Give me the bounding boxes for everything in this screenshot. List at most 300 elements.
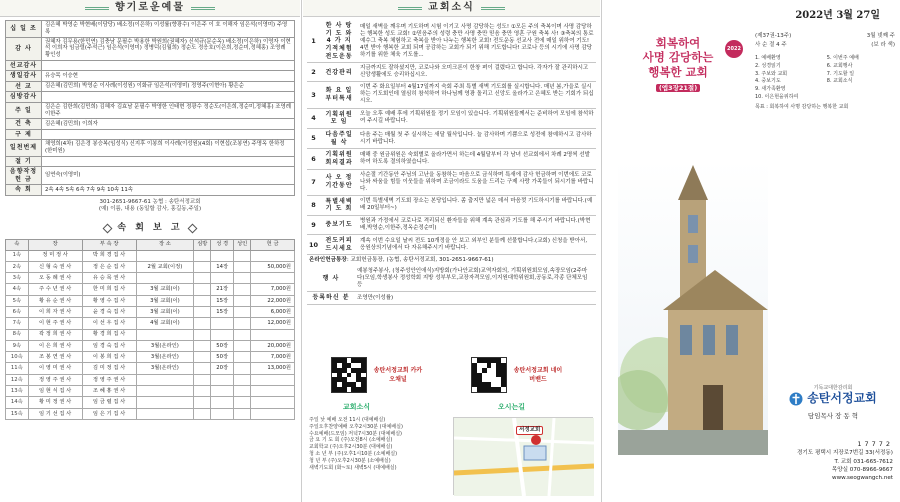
news-category: 사 오 정 기간동안 xyxy=(320,169,358,195)
news-category: 다음주일 월 삭 xyxy=(320,128,358,148)
offering-category: 선 교 xyxy=(6,81,42,92)
church-phone: T. 교회 031-665-7612 xyxy=(834,458,893,465)
events-label: 행 사 xyxy=(307,266,355,292)
week-info-cell: (보 라 색) xyxy=(871,41,895,48)
offering-category: 선교감사 xyxy=(6,60,42,71)
column-divider xyxy=(601,0,602,502)
table-cell xyxy=(234,329,251,340)
news-category: 기획위원 모 임 xyxy=(320,108,358,128)
contents-item: 1. 예배환영 xyxy=(755,55,781,61)
table-cell: 6,000원 xyxy=(251,306,295,317)
news-item xyxy=(307,149,596,169)
offering-names: 김은순 김한희(김민희) 김혜자 김효남 문필수 박영한 인태현 정광수 정순도(이은희,정순미,정혜홍) 조영례 이한주 xyxy=(42,102,295,119)
slogan-line-2: 사명 감당하는 xyxy=(642,50,714,65)
kakao-qr-block[interactable] xyxy=(331,357,423,393)
table-cell xyxy=(234,306,251,317)
table-cell: 김 미 정 집 사 xyxy=(82,363,136,374)
table-cell: 임 기 선 집 사 xyxy=(28,408,82,419)
offering-category: 감 사 xyxy=(6,37,42,60)
news-text: 매일 새벽을 깨우며 기도하며 시험 이기고 사명 감당하는 성도! ①모든 주의 축복이며 사명 감당하는 행복한 성도 교회! ②믿음주의 성령 충만 사명 충만 믿음 충만 영혼 구원 축복 사! ③축복의 통로 예수그 축복 체험하고 축복을 받아 나누는 행복한 교회! 전도운동 선교사 전에 매일 위하여 기도! 4번 받아 행복한 교회 되며 공감하는 교회가 되기 위해 기도합니다! 코로나 등의 시기에 사명 감당하기를 위한 체육 기도를... xyxy=(358,20,596,63)
table-cell xyxy=(234,397,251,408)
table-cell: 황 영 수 집 사 xyxy=(82,295,136,306)
ornament-right xyxy=(481,7,505,10)
left-panel xyxy=(0,0,300,502)
table-cell: 7,000원 xyxy=(251,284,295,295)
table-cell: 이 현 주 권 사 xyxy=(28,318,82,329)
church-emblem-icon xyxy=(789,392,803,406)
table-cell: 3월(온라인) xyxy=(136,340,194,351)
table-row xyxy=(6,261,295,272)
postal-code: 17772 xyxy=(857,440,893,448)
table-cell: 이 영 미 권 사 xyxy=(28,363,82,374)
table-cell: 주 수 년 권 사 xyxy=(28,284,82,295)
table-cell: 10속 xyxy=(6,352,29,363)
table-cell: 15속 xyxy=(6,408,29,419)
ornament-left xyxy=(398,7,422,10)
table-cell: 20,000원 xyxy=(251,340,295,351)
table-row xyxy=(6,397,295,408)
offering-row xyxy=(6,71,295,82)
table-cell xyxy=(251,408,295,419)
contents-row xyxy=(755,63,893,71)
pastor-office-phone: 목양실 070-8966-9667 xyxy=(831,466,893,473)
offering-row xyxy=(6,140,295,157)
table-cell: 황 미 정 권 사 xyxy=(28,397,82,408)
table-cell: 4월 교회(이) xyxy=(136,318,194,329)
column-divider xyxy=(301,0,302,502)
news-item xyxy=(307,195,596,215)
schedule-line: 청 년 부 (주)오후2시30분 (소예배실) xyxy=(309,457,391,464)
table-cell: 2월 교회(이정) xyxy=(136,261,194,272)
table-row xyxy=(6,363,295,374)
news-item xyxy=(307,63,596,82)
news-text: 오늘 오후 예배 후에 기획위원들 정기 모임이 있습니다. 기획위원들께서는 준비하여 모임에 참석하여 주시길 바랍니다. xyxy=(358,108,596,128)
news-header xyxy=(303,0,600,17)
ornament-left xyxy=(85,7,109,10)
bank-note-line: (예) 이름, 내용 (동일할 감사, 홍길동,주일) xyxy=(98,205,202,212)
offering-row xyxy=(6,60,295,71)
offering-row xyxy=(6,21,295,38)
table-cell: 조 봉 연 권 사 xyxy=(28,352,82,363)
table-cell xyxy=(234,374,251,385)
church-logo xyxy=(768,391,898,406)
news-table xyxy=(307,20,596,255)
kakao-qr-code[interactable] xyxy=(331,357,367,393)
offering-names xyxy=(42,60,295,71)
map-pin-icon xyxy=(531,435,541,445)
table-cell: 정 영 주 권 사 xyxy=(28,374,82,385)
ornament-right xyxy=(191,7,215,10)
table-cell: 3속 xyxy=(6,273,29,284)
news-number: 2 xyxy=(307,63,320,82)
table-cell xyxy=(234,363,251,374)
contents-item: 8. 교회소식 xyxy=(826,78,853,85)
offering-names: 김은혜(김민희) 박영순 이사례(이성원) 이화규 임은석(이영미) 정영주(이현아) 황은순 xyxy=(42,81,295,92)
offering-names: 권혜자 김무용(한민연) 김충남 문필수 박용한 박원희(권혜자) 신석규(문순옥) 배소정(이은하) 이영자 이현석 이희자 임금렬(주석근) 임은석(이영미) 정병덕(김월희) 정순도 정응호(이은희,정순미,정혜홍) 조영례 황인성 xyxy=(42,37,295,60)
news-category: 특별새벽 기 도 회 xyxy=(320,195,358,215)
table-cell xyxy=(251,329,295,340)
table-cell xyxy=(194,250,211,261)
table-cell xyxy=(194,408,211,419)
news-text: 계속 이번 수요일 날씨 전도 10개정을 안 보고 외부인 분들께 선물합니다.(교회) 신청을 받아서, 응원상의기념에서 다 자유해주시기 바랍니다. xyxy=(358,235,596,255)
bulletin-contents xyxy=(755,55,893,111)
table-cell: 4속 xyxy=(6,284,29,295)
news-text: 이번 주 화요일부터 4월17일까지 숙회 주최 특별 새벽 기도회를 실시합니다. 매년 봄,가을로 실시하는 기도회인데 열심히 참석하여 하나님께 영광 돌리고 신앙도 올라가고 은혜도 받는 기회가 되십시오. xyxy=(358,82,596,108)
church-slogan xyxy=(613,36,743,94)
news-title: 교회소식 xyxy=(428,1,475,13)
offering-row xyxy=(6,37,295,60)
table-cell xyxy=(194,284,211,295)
news-text: 다음 주는 매월 첫 주 실시하는 새달 월삭입니다. 늘 감사하며 기쁨으로 성전에 참예하시고 감사하시기 바랍니다. xyxy=(358,128,596,148)
table-cell: 22,000원 xyxy=(251,295,295,306)
news-number: 7 xyxy=(307,169,320,195)
table-cell xyxy=(136,397,194,408)
table-cell: 12,000원 xyxy=(251,318,295,329)
table-cell: 15장 xyxy=(211,295,234,306)
table-cell xyxy=(234,408,251,419)
table-cell: 14속 xyxy=(6,397,29,408)
column-header: 장 xyxy=(28,239,82,250)
table-cell xyxy=(136,273,194,284)
church-building-image xyxy=(618,160,768,455)
table-cell xyxy=(194,386,211,397)
news-item xyxy=(307,169,596,195)
table-cell xyxy=(251,273,295,284)
offering-category: 생일감사 xyxy=(6,71,42,82)
offering-category: 십 일 조 xyxy=(6,21,42,38)
denomination-label: 기독교대한감리회 xyxy=(813,385,853,391)
offering-row xyxy=(6,92,295,103)
table-cell: 이 선 우 집 사 xyxy=(82,318,136,329)
news-number: 3 xyxy=(307,82,320,108)
table-row xyxy=(6,273,295,284)
table-cell: 조 혜 홍 권 사 xyxy=(82,386,136,397)
year-badge: 2022 xyxy=(725,40,743,58)
column-header: 속 xyxy=(6,239,29,250)
table-cell xyxy=(136,329,194,340)
table-cell xyxy=(194,352,211,363)
offering-contact xyxy=(5,199,295,213)
offering-names: 김은혜 박영순 박현배(이담당) 배소정(이은하) 이성률(향광수) 이은주 이 호 이해자 임은석(이영미) 주영록 xyxy=(42,21,295,38)
offerings-header xyxy=(0,0,300,17)
table-cell xyxy=(194,363,211,374)
table-cell xyxy=(194,261,211,272)
table-cell: 이 희 자 권 사 xyxy=(28,306,82,317)
band-qr-label: 송탄서정교회 네이버밴드 xyxy=(513,367,563,383)
offering-row xyxy=(6,156,295,167)
offering-row xyxy=(6,129,295,140)
table-cell: 13속 xyxy=(6,386,29,397)
table-cell xyxy=(211,250,234,261)
map-pin-label: 서정교회 xyxy=(516,426,543,435)
news-category: 전도커피 드시세요 xyxy=(320,235,358,255)
table-row xyxy=(6,408,295,419)
table-cell xyxy=(194,329,211,340)
offerings-table xyxy=(5,20,295,196)
table-cell: 50장 xyxy=(211,352,234,363)
table-cell: 21장 xyxy=(211,284,234,295)
band-qr-code[interactable] xyxy=(471,357,507,393)
table-cell: 7,000원 xyxy=(251,352,295,363)
offering-names: 유승목 이승현 xyxy=(42,71,295,82)
offering-category: 절 기 xyxy=(6,156,42,167)
table-cell xyxy=(194,397,211,408)
bank-account-line: 301-2651-9667-61 농협 : 송탄서정교회 xyxy=(99,198,201,205)
online-offering-label: 온라인헌금통장 xyxy=(309,257,347,264)
offering-row xyxy=(6,119,295,130)
table-row xyxy=(6,374,295,385)
table-cell: 황 경 희 집 사 xyxy=(82,329,136,340)
table-row xyxy=(6,340,295,351)
table-cell xyxy=(194,318,211,329)
news-text: 병원과 가정에서 코로나로 격리되신 환자들을 위해 계속 관심과 기도를 해 주시기 바랍니다.(박현배,박영순,이한주,정옥순정순미) xyxy=(358,215,596,234)
table-cell xyxy=(136,374,194,385)
column-header: 성인 xyxy=(234,239,251,250)
news-item xyxy=(307,235,596,255)
table-cell: 유 승 목 권 사 xyxy=(82,273,136,284)
table-cell xyxy=(251,250,295,261)
table-row xyxy=(6,295,295,306)
table-cell xyxy=(251,374,295,385)
table-cell xyxy=(194,295,211,306)
table-cell: 5속 xyxy=(6,295,29,306)
info-footer xyxy=(303,355,600,502)
table-cell: 8속 xyxy=(6,329,29,340)
slogan-reference: (엡3장21절) xyxy=(656,84,700,92)
news-item xyxy=(307,108,596,128)
table-cell: 곽 정 희 권 사 xyxy=(28,329,82,340)
offering-category: 주 일 xyxy=(6,102,42,119)
bulletin-date: 2022년 3월 27일 xyxy=(795,10,880,21)
offering-category: 일천번제 xyxy=(6,140,42,157)
contents-item: 6. 교회행사 xyxy=(826,62,853,69)
table-cell xyxy=(136,386,194,397)
offering-category: 건 축 xyxy=(6,119,42,130)
table-cell: 한 미 희 집 사 xyxy=(82,284,136,295)
contents-item: 7. 기도할 일 xyxy=(826,70,855,77)
table-cell xyxy=(211,408,234,419)
week-info xyxy=(755,32,895,50)
table-cell: 황 유 순 권 사 xyxy=(28,295,82,306)
register-row xyxy=(307,292,596,305)
contents-item: 3. 주보와 교회 xyxy=(755,70,788,77)
kakao-qr-label: 송탄서정교회 카카오채널 xyxy=(373,367,423,383)
table-cell: 12속 xyxy=(6,374,29,385)
table-cell xyxy=(234,318,251,329)
table-cell xyxy=(211,273,234,284)
table-cell: 1속 xyxy=(6,250,29,261)
table-cell xyxy=(194,306,211,317)
table-row xyxy=(6,386,295,397)
table-cell xyxy=(251,386,295,397)
table-cell: 임 현 식 집 사 xyxy=(28,386,82,397)
register-label: 등록하신 분 xyxy=(307,292,355,305)
week-info-row xyxy=(755,41,895,50)
news-category: 기획위원 회의결과 xyxy=(320,149,358,169)
schedule-line: 주일오후찬양예배 오후2시30분 (대예배실) xyxy=(309,423,403,430)
news-number: 10 xyxy=(307,235,320,255)
news-text: 지금까지도 잘하셨지만, 코로나와 오미크론이 한창 펴이 걸렸다고 합니다. 각자가 잘 관리하시고 신앙생활에도 승리하십시오. xyxy=(358,63,596,82)
week-info-cell: 사 순 절 4 주 xyxy=(755,41,787,48)
contents-item: 5. 이번주 예배 xyxy=(826,55,859,61)
pastor-name: 담임목사 장 동 혁 xyxy=(807,412,859,421)
table-cell xyxy=(234,284,251,295)
table-cell: 이 봉 희 집 사 xyxy=(82,352,136,363)
news-category: 한 사 랑 기 도 와 4 가 지 기적체험 전도운동 xyxy=(320,20,358,63)
table-cell: 3월 교회(이) xyxy=(136,284,194,295)
contents-item-10: 10. 이은현을위하여 xyxy=(755,93,799,100)
slogan-line-1: 회복하여 xyxy=(655,36,701,50)
offering-names xyxy=(42,156,295,167)
table-row xyxy=(6,329,295,340)
table-row xyxy=(6,250,295,261)
news-category: 건강관리 xyxy=(320,63,358,82)
contents-item: 4. 중보기도 xyxy=(755,78,781,85)
table-cell xyxy=(211,318,234,329)
diamond-icon xyxy=(187,224,197,234)
table-cell xyxy=(194,340,211,351)
week-info-cell: (제37권-13주) xyxy=(755,33,792,39)
schedule-line: 교회학교 (주)오후2시30분 (대예배실) xyxy=(309,444,393,451)
table-cell xyxy=(211,329,234,340)
offering-row xyxy=(6,102,295,119)
table-cell xyxy=(194,273,211,284)
table-cell xyxy=(211,386,234,397)
location-map[interactable] xyxy=(453,417,593,495)
offering-row xyxy=(6,81,295,92)
news-number: 8 xyxy=(307,195,320,215)
week-info-cell: 3월 넷째 주 xyxy=(866,33,895,39)
offering-row xyxy=(6,167,295,185)
table-cell: 이 은 희 권 사 xyxy=(28,340,82,351)
church-logo-block xyxy=(768,385,898,420)
middle-panel xyxy=(303,0,600,502)
events-row xyxy=(307,266,596,292)
column-header: 장 소 xyxy=(136,239,194,250)
offering-names xyxy=(42,129,295,140)
contents-item-9: 9. 새가족환영 xyxy=(755,86,786,92)
table-cell xyxy=(234,250,251,261)
table-cell: 박 희 경 집 사 xyxy=(82,250,136,261)
offering-category: 속 회 xyxy=(6,185,42,196)
events-table xyxy=(307,266,596,305)
week-info-row xyxy=(755,32,895,41)
table-cell: 정 미 정 사 xyxy=(28,250,82,261)
table-cell xyxy=(234,340,251,351)
diamond-icon xyxy=(103,224,113,234)
church-name: 송탄서정교회 xyxy=(807,391,877,406)
table-cell: 임 경 숙 집 사 xyxy=(82,340,136,351)
column-header: 헌 금 xyxy=(251,239,295,250)
slogan-line-3: 행복한 교회 xyxy=(648,64,708,79)
table-cell xyxy=(234,386,251,397)
contents-item: 2. 성경읽기 xyxy=(755,62,781,69)
table-cell xyxy=(211,374,234,385)
table-cell: 6속 xyxy=(6,306,29,317)
offering-names: 채영희(4차) 김은경 봉승복(임성식) 신지후 이봉희 이사례(이성원)(4회) 이현섭(조봉연) 주명옥 한하정(한미원) xyxy=(42,140,295,157)
table-cell xyxy=(234,261,251,272)
table-cell: 3월(온라인) xyxy=(136,352,194,363)
table-cell xyxy=(234,352,251,363)
table-cell xyxy=(136,408,194,419)
table-cell: 15장 xyxy=(211,306,234,317)
church-website[interactable]: www.seogwangch.net xyxy=(832,474,893,481)
table-cell xyxy=(251,397,295,408)
offering-category: 음향작정 헌 금 xyxy=(6,167,42,185)
class-report-header xyxy=(0,221,300,237)
offerings-title: 향기로운예물 xyxy=(115,1,185,13)
street-address: 경기도 평택시 지장로7번길 33(서정동) xyxy=(796,450,893,457)
table-cell xyxy=(234,295,251,306)
offering-names: 2속 4속 5속 6속 7속 9속 10속 11속 xyxy=(42,185,295,196)
news-item xyxy=(307,128,596,148)
news-number: 5 xyxy=(307,128,320,148)
church-address-block xyxy=(753,440,893,482)
table-cell xyxy=(211,397,234,408)
register-text: 조영만(이성률) xyxy=(355,292,596,305)
schedule-line: 수요예배(드모임) 저녁7시30분 (대예배실) xyxy=(309,430,402,437)
schedule-line: 금 요 기 도 회 (주)오전8시 (소예배실) xyxy=(309,437,393,444)
table-cell: 13,000원 xyxy=(251,363,295,374)
offering-category: 심방감사 xyxy=(6,92,42,103)
directions-title: 오시는길 xyxy=(498,403,526,411)
worship-schedule xyxy=(309,417,444,471)
contents-row xyxy=(755,55,893,63)
news-number: 9 xyxy=(307,215,320,234)
table-cell: 임 금 렬 집 사 xyxy=(82,397,136,408)
table-cell: 정 영 주 권 사 xyxy=(82,374,136,385)
table-cell: 오 동 례 권 사 xyxy=(28,273,82,284)
table-cell: 윤 경 숙 집 사 xyxy=(82,306,136,317)
offering-row xyxy=(6,185,295,196)
news-text: 사순절 기간동안 주님의 고난을 동참하는 마음으로 금식하며 특새에 감사 헌금하며 이번에도 코로나와 싸움을 힘들 이웃들을 위하며 조금이라도 도움을 드리는 구제 사랑 가족들이 되시기를 바랍니다. xyxy=(358,169,596,195)
offering-category: 구 제 xyxy=(6,129,42,140)
table-cell: 9속 xyxy=(6,340,29,351)
table-cell: 11속 xyxy=(6,363,29,374)
offering-names xyxy=(42,92,295,103)
table-cell: 정 은 순 집 사 xyxy=(82,261,136,272)
news-number: 6 xyxy=(307,149,320,169)
online-offering-text: : 교회헌금통장, (농협, 송탄서정교회, 301-2651-9667-61) xyxy=(346,257,494,264)
table-cell: 7속 xyxy=(6,318,29,329)
table-cell xyxy=(136,250,194,261)
online-offering xyxy=(309,257,594,264)
contents-goal: 목표 : 회복하여 사명 감당하는 행복한 교회 xyxy=(755,103,849,110)
class-report-title: 속 회 보 고 xyxy=(117,222,183,233)
offering-names: 임연숙(이영미) xyxy=(42,167,295,185)
table-row xyxy=(6,306,295,317)
events-text: 예봉청주봉사, (청주성안인애식)지방회(가나안교회)교역자회의, 기획위원회모임,속장모임(2주마다)모임,학생봉사 정성학회 지방 성부부모,교장자격모임,이지원대학위원회,공동로,각종 단체모임 등 xyxy=(355,266,596,292)
table-cell: 14장 xyxy=(211,261,234,272)
right-panel xyxy=(603,0,900,502)
news-category: 중보기도 xyxy=(320,215,358,234)
table-row xyxy=(6,352,295,363)
table-cell: 3월(온라인) xyxy=(136,363,194,374)
table-cell: 50장 xyxy=(211,340,234,351)
band-qr-block[interactable] xyxy=(471,357,563,393)
table-row xyxy=(6,284,295,295)
column-header: 부 속 장 xyxy=(82,239,136,250)
news-text: 매해 중 원금위원은 숙회별로 올라가면서 하는데 4월달부터 각 남녀 선교회에서 차례 2명씩 선발하여 하도록 결의하였습니다. xyxy=(358,149,596,169)
table-cell: 신 형 숙 권 사 xyxy=(28,261,82,272)
table-cell: 3월 교회(이) xyxy=(136,306,194,317)
table-cell: 3월 교회(이) xyxy=(136,295,194,306)
news-number: 4 xyxy=(307,108,320,128)
contents-row xyxy=(755,78,893,86)
table-cell: 임 은 기 집 사 xyxy=(82,408,136,419)
news-text: 이번 특별새벽 기도회 장소는 본당입니다. 좀 춥지만 넓은 데서 마음껏 기도하시기를 바랍니다.(예배 20일부터~) xyxy=(358,195,596,215)
table-cell xyxy=(234,273,251,284)
